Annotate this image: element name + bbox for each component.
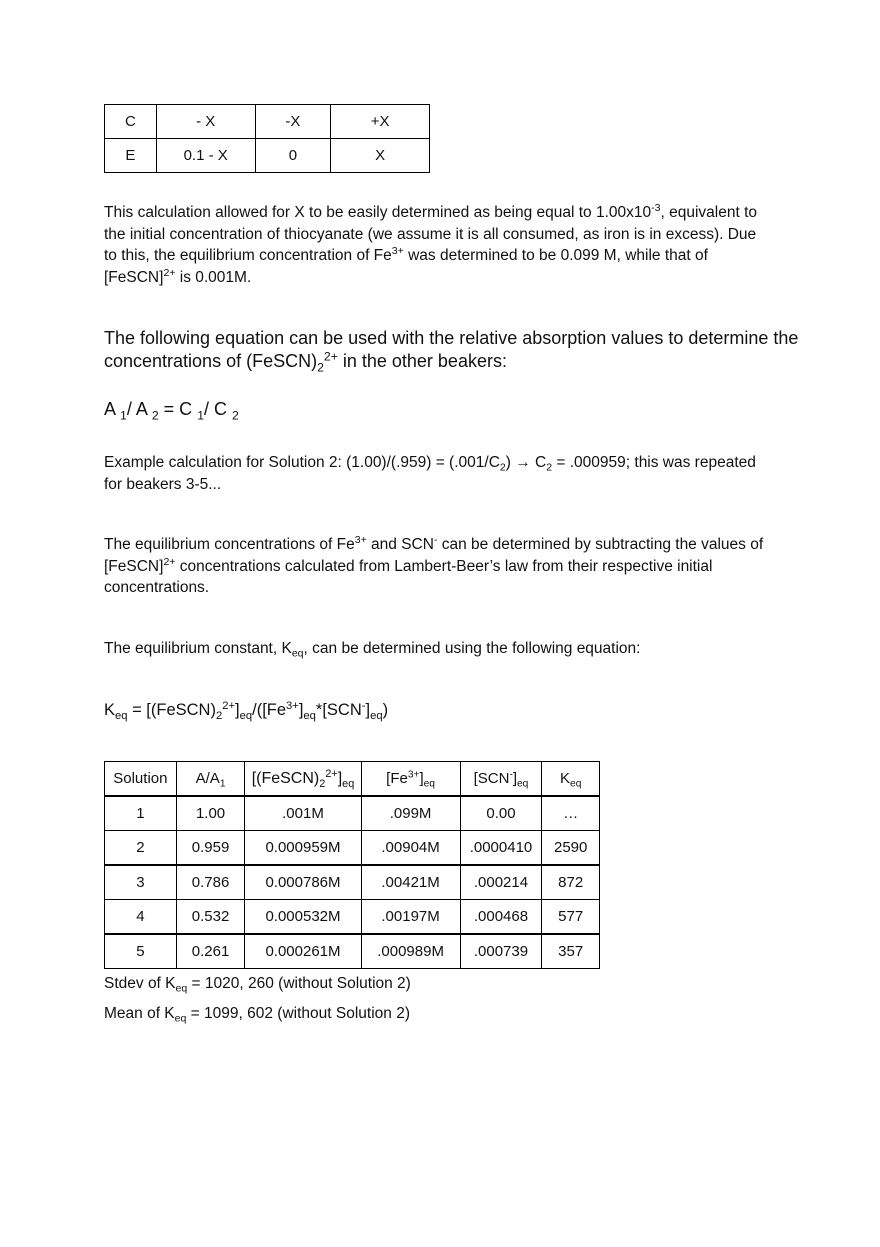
table-cell: .00421M xyxy=(361,865,460,900)
text-line: the initial concentration of thiocyanate (we assume it is all consumed, as iron is in excess). Due xyxy=(104,225,757,243)
text-line: Example calculation for Solution 2: $(1.00)/(.959) = (.001/C_2) \to C_2 = .000959$; this was repeated xyxy=(104,454,756,474)
text-line: [FeSCN]$^{2+}$ concentrations calculated from Lambert-Beer’s law from their respective initial xyxy=(104,555,713,575)
text-line: concentrations. xyxy=(104,579,210,596)
table-cell: .00904M xyxy=(361,831,460,866)
table-header-row xyxy=(105,762,600,797)
header-solution: Solution xyxy=(105,762,177,797)
keq-equation: $K_{eq}$ = $[(FeSCN)_2^{2+}]_{eq}/([Fe^{3+}]_{eq}*[SCN^-]_{eq})$ xyxy=(104,699,389,722)
text-line: for beakers 3-5... xyxy=(104,475,222,493)
table-cell: 5 xyxy=(105,934,177,969)
header-keq: $K_{eq}$ xyxy=(542,762,600,797)
text-line: The equilibrium concentrations of $Fe^{3+}$ and SCN- can be determined by subtracting the values of xyxy=(104,534,764,553)
table-cell: 4 xyxy=(105,900,177,935)
header-fe-eq: $[Fe^{3+}]_{eq}$ xyxy=(361,762,460,797)
table-cell: - X xyxy=(156,105,255,139)
table-row xyxy=(105,105,430,139)
table-row xyxy=(105,900,600,935)
table-cell: 0.786 xyxy=(176,865,245,900)
table-row xyxy=(105,139,430,173)
text-line: concentrations of $(FeSCN)_2^{2+}$ in the other beakers: xyxy=(104,349,507,375)
table-cell: .099M xyxy=(361,796,460,831)
table-cell: 0.1 - X xyxy=(156,139,255,173)
table-cell: 0.000261M xyxy=(245,934,361,969)
table-cell: 577 xyxy=(542,900,600,935)
stdev-line: Stdev of $K_{eq} = 1020$, 260 (without Solution 2) xyxy=(104,975,411,995)
table-cell: 872 xyxy=(542,865,600,900)
table-cell: 0 xyxy=(255,139,331,173)
table-cell: -X xyxy=(255,105,331,139)
table-cell: .000214 xyxy=(460,865,542,900)
table-cell: 0.261 xyxy=(176,934,245,969)
text-line: to this, the equilibrium concentration of $Fe^{3+}$ was determined to be 0.099 M, while that of xyxy=(104,245,708,264)
table-row xyxy=(105,934,600,969)
equilibrium-paragraph xyxy=(104,534,824,599)
table-cell: … xyxy=(542,796,600,831)
table-cell: 357 xyxy=(542,934,600,969)
table-cell: X xyxy=(331,139,430,173)
table-cell: 0.000532M xyxy=(245,900,361,935)
table-cell: +X xyxy=(331,105,430,139)
header-scn-eq: $[SCN^-]_{eq}$ xyxy=(460,762,542,797)
table-cell: 0.532 xyxy=(176,900,245,935)
equilibrium-constant-paragraph: The equilibrium constant, $K_{eq}$, can be determined using the following equation: xyxy=(104,640,641,660)
table-cell: .000739 xyxy=(460,934,542,969)
table-cell: .001M xyxy=(245,796,361,831)
table-cell: 1.00 xyxy=(176,796,245,831)
ratio-equation: A $_1$/ A $_2$ = C $_1$/ C $_2$ xyxy=(104,399,239,423)
calculation-paragraph xyxy=(104,202,804,288)
text-line: The following equation can be used with the relative absorption values to determine the xyxy=(104,328,799,348)
table-cell: 0.959 xyxy=(176,831,245,866)
keq-table xyxy=(104,761,600,969)
table-cell: E xyxy=(105,139,157,173)
table-cell: C xyxy=(105,105,157,139)
text-line: This calculation allowed for X to be easily determined as being equal to $1.00x10^{-3}$, equivalent to xyxy=(104,202,758,221)
table-cell: .00197M xyxy=(361,900,460,935)
header-fescn-eq: $[(FeSCN)_2^{2+}]_{eq}$ xyxy=(245,762,361,797)
table-cell: .0000410 xyxy=(460,831,542,866)
table-row xyxy=(105,831,600,866)
table-cell: .000468 xyxy=(460,900,542,935)
text-line: [FeSCN]$^{2+}$ is 0.001M. xyxy=(104,266,252,286)
table-cell: 0.000959M xyxy=(245,831,361,866)
header-absorbance-ratio: $A/A_1$ xyxy=(176,762,245,797)
table-row xyxy=(105,865,600,900)
ice-table xyxy=(104,104,430,173)
mean-line: Mean of $K_{eq} = 1099$, 602 (without Solution 2) xyxy=(104,1005,410,1025)
table-cell: 2590 xyxy=(542,831,600,866)
absorption-paragraph xyxy=(104,327,824,373)
table-cell: 2 xyxy=(105,831,177,866)
table-cell: .000989M xyxy=(361,934,460,969)
table-cell: 0.00 xyxy=(460,796,542,831)
example-calculation xyxy=(104,452,804,495)
table-cell: 1 xyxy=(105,796,177,831)
table-cell: 0.000786M xyxy=(245,865,361,900)
table-cell: 3 xyxy=(105,865,177,900)
table-row xyxy=(105,796,600,831)
